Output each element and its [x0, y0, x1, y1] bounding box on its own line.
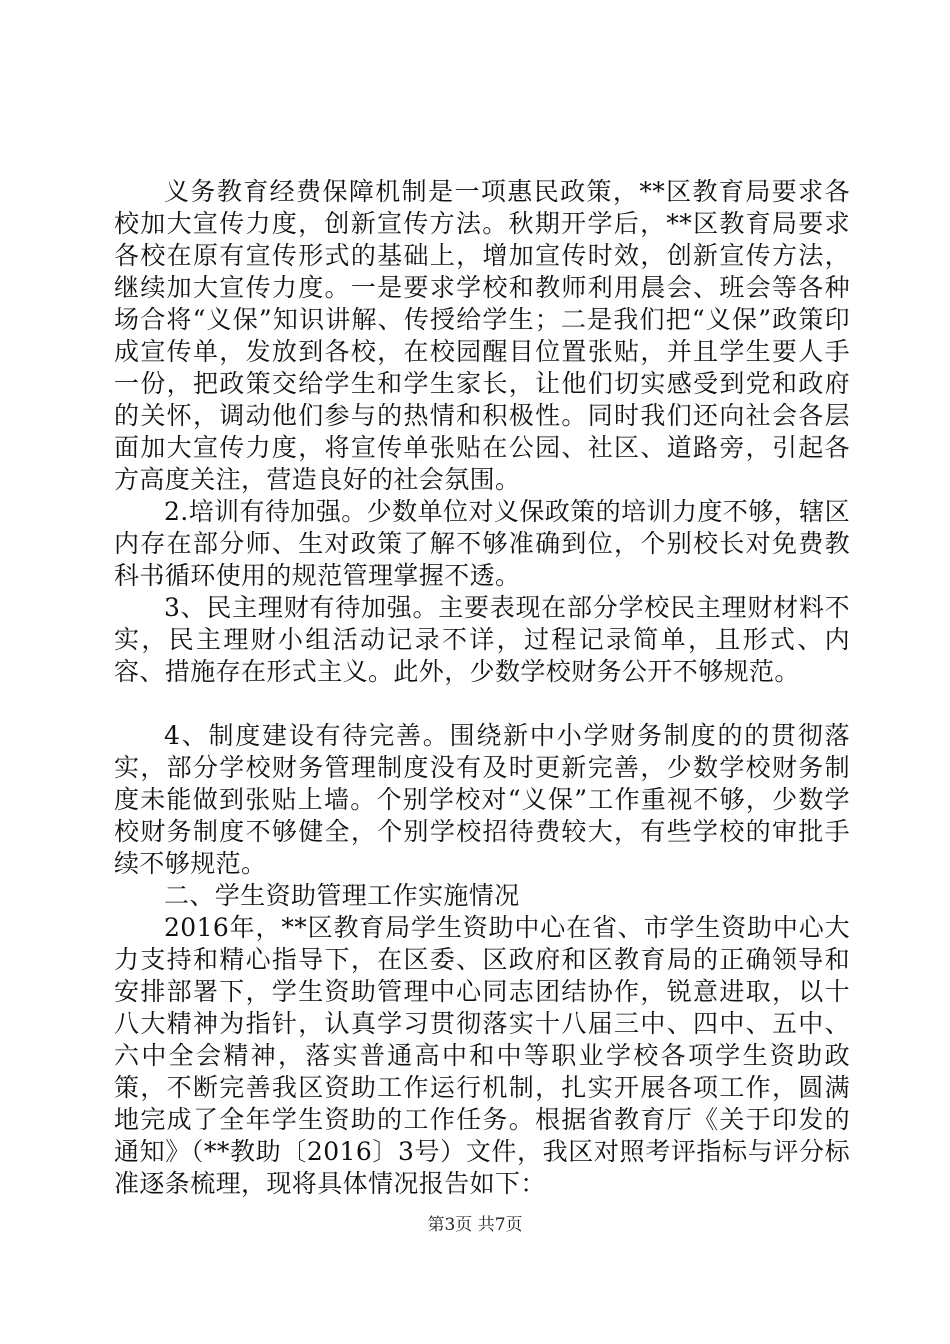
paragraph-student-aid-2016: 2016年，**区教育局学生资助中心在省、市学生资助中心大力支持和精心指导下，在区委、区政府和区教育局的正确领导和安排部署下，学生资助管理中心同志团结协作，锐意进取，以十八大精神为指针，认真学习贯彻落实十八届三中、四中、五中、六中全会精神，落实普通高中和中等职业学校各项学生资助政策，不断完善我区资助工作运行机制，扎实开展各项工作，圆满地完成了全年学生资助的工作任务。根据省教育厅《关于印发的通知》（**教助〔2016〕3号）文件，我区对照考评指标与评分标准逐条梳理，现将具体情况报告如下： [114, 913, 850, 1198]
document-body [114, 176, 850, 1200]
paragraph-democratic-finance: 3、民主理财有待加强。主要表现在部分学校民主理财材料不实，民主理财小组活动记录不详，过程记录简单，且形式、内容、措施存在形式主义。此外，少数学校财务公开不够规范。 [114, 593, 850, 686]
paragraph-system-building: 4、制度建设有待完善。围绕新中小学财务制度的的贯彻落实，部分学校财务管理制度没有及时更新完善，少数学校财务制度未能做到张贴上墙。个别学校对“义保”工作重视不够，少数学校财务制度不够健全，个别学校招待费较大，有些学校的审批手续不够规范。 [114, 721, 850, 878]
page-number-footer: 第3页 共7页 [427, 1215, 523, 1235]
section-heading-student-aid: 二、学生资助管理工作实施情况 [164, 881, 520, 910]
paragraph-training: 2.培训有待加强。少数单位对义保政策的培训力度不够，辖区内存在部分师、生对政策了解不够准确到位，个别校长对免费教科书循环使用的规范管理掌握不透。 [114, 497, 850, 590]
paragraph-publicity: 义务教育经费保障机制是一项惠民政策，**区教育局要求各校加大宣传力度，创新宣传方法。秋期开学后，**区教育局要求各校在原有宣传形式的基础上，增加宣传时效，创新宣传方法，继续加大宣传力度。一是要求学校和教师利用晨会、班会等各种场合将“义保”知识讲解、传授给学生；二是我们把“义保”政策印成宣传单，发放到各校，在校园醒目位置张贴，并且学生要人手一份，把政策交给学生和学生家长，让他们切实感受到党和政府的关怀，调动他们参与的热情和积极性。同时我们还向社会各层面加大宣传力度，将宣传单张贴在公园、社区、道路旁，引起各方高度关注，营造良好的社会氛围。 [114, 177, 850, 494]
